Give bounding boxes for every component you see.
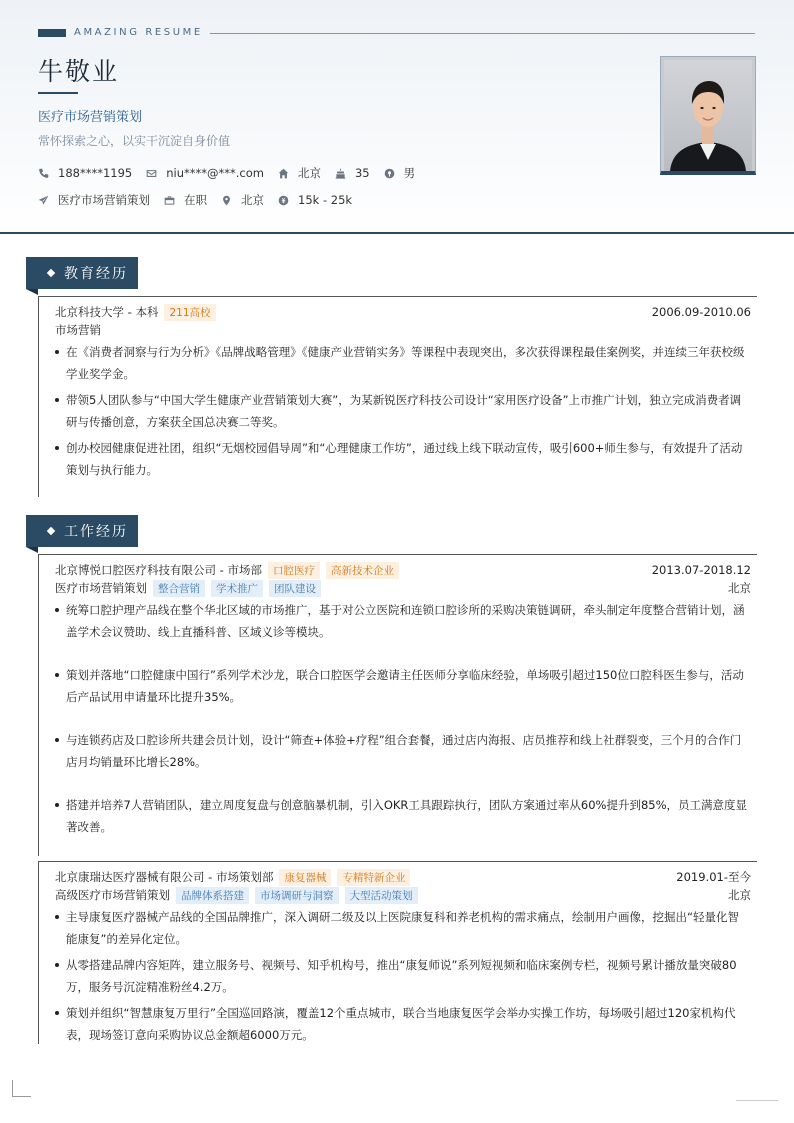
gender-icon	[384, 168, 395, 179]
resume-header	[0, 0, 794, 234]
skill-tag: 学术推广	[211, 580, 263, 597]
school-name: 北京科技大学 - 本科	[55, 305, 159, 319]
portrait-illustration	[664, 60, 752, 171]
work-entry-1	[38, 554, 757, 856]
section-heading-work: 工作经历	[26, 515, 138, 547]
list-item: 与连锁药店及口腔诊所共建会员计划，设计“筛查+体验+疗程”组合套餐，通过店内海报、店员推荐和线上社群裂变，三个月的合作门店月均销量环比增长28%。	[55, 729, 751, 773]
school-tag: 211高校	[164, 304, 215, 321]
company-tag: 康复器械	[279, 869, 331, 886]
contact-row	[38, 165, 429, 181]
header-divider	[210, 33, 755, 34]
skill-tag: 大型活动策划	[345, 887, 418, 904]
info-intent-city: 北京	[221, 192, 264, 208]
list-item: 策划并组织“智慧康复万里行”全国巡回路演，覆盖12个重点城市，联合当地康复医学会举办实操工作坊，每场吸引超过120家机构代表，现场签订意向采购协议总金额超6000万元。	[55, 1002, 751, 1046]
work-city: 北京	[728, 888, 751, 902]
salary-icon	[278, 195, 289, 206]
skill-tag: 市场调研与洞察	[255, 887, 339, 904]
work-date: 2013.07-2018.12	[651, 563, 751, 577]
info-age: 35	[335, 166, 370, 180]
list-item: 主导康复医疗器械产品线的全国品牌推广，深入调研二级及以上医院康复科和养老机构的需求痛点，绘制用户画像，挖掘出“轻量化智能康复”的差异化定位。	[55, 906, 751, 950]
page-corner-line	[736, 1100, 778, 1101]
skill-tag: 品牌体系搭建	[176, 887, 249, 904]
phone-icon	[38, 168, 49, 179]
profile-photo	[660, 56, 756, 175]
page-corner-mark	[12, 1080, 31, 1097]
position: 医疗市场营销策划	[55, 581, 147, 595]
list-item: 带领5人团队参与“中国大学生健康产业营销策划大赛”，为某新锐医疗科技公司设计“家用医疗设备”上市推广计划，独立完成消费者调研与传播创意，方案获全国总决赛二等奖。	[55, 389, 751, 433]
diamond-icon	[47, 269, 55, 277]
info-salary: 15k - 25k	[278, 193, 352, 207]
skill-tag: 整合营销	[153, 580, 205, 597]
list-item: 搭建并培养7人营销团队，建立周度复盘与创意脑暴机制，引入OKR工具跟踪执行，团队方案通过率从60%提升到85%，员工满意度显著改善。	[55, 794, 751, 838]
name-underline	[38, 92, 78, 94]
diamond-icon	[47, 527, 55, 535]
work-entry-2	[38, 861, 757, 1044]
job-title: 医疗市场营销策划	[38, 110, 143, 125]
info-email: niu****@***.com	[146, 166, 264, 180]
education-entry	[38, 296, 757, 497]
section-heading-education: 教育经历	[26, 257, 138, 289]
info-hometown: 北京	[278, 165, 321, 181]
company-name: 北京博悦口腔医疗科技有限公司 - 市场部	[55, 563, 262, 577]
work-city: 北京	[728, 581, 751, 595]
info-intent-position: 医疗市场营销策划	[38, 192, 150, 208]
list-item: 创办校园健康促进社团，组织“无烟校园倡导周”和“心理健康工作坊”，通过线上线下联动宣传，吸引600+师生参与，有效提升了活动策划与执行能力。	[55, 437, 751, 481]
company-tag: 口腔医疗	[268, 562, 320, 579]
header-accent-bar	[38, 29, 66, 37]
education-date: 2006.09-2010.06	[651, 305, 751, 319]
info-status: 在职	[164, 192, 207, 208]
skill-tag: 团队建设	[269, 580, 321, 597]
list-item: 从零搭建品牌内容矩阵，建立服务号、视频号、知乎机构号，推出“康复师说”系列短视频和临床案例专栏，视频号累计播放量突破80万，服务号沉淀精准粉丝4.2万。	[55, 954, 751, 998]
list-item: 统筹口腔护理产品线在整个华北区域的市场推广，基于对公立医院和连锁口腔诊所的采购决策链调研，牵头制定年度整合营销计划，涵盖学术会议赞助、线上直播科普、区域义诊等模块。	[55, 599, 751, 643]
home-icon	[278, 168, 289, 179]
job-intent-row	[38, 192, 366, 208]
motto: 常怀探索之心，以实干沉淀自身价值	[38, 134, 231, 148]
location-pin-icon	[221, 195, 232, 206]
briefcase-icon	[164, 195, 175, 206]
mail-icon	[146, 168, 157, 179]
info-gender: 男	[384, 165, 416, 181]
position: 高级医疗市场营销策划	[55, 888, 170, 902]
company-tag: 专精特新企业	[337, 869, 410, 886]
cake-icon	[335, 168, 346, 179]
candidate-name: 牛敬业	[38, 57, 120, 86]
header-tagline: AMAZING RESUME	[74, 27, 203, 38]
list-item: 策划并落地“口腔健康中国行”系列学术沙龙，联合口腔医学会邀请主任医师分享临床经验，单场吸引超过150位口腔科医生参与，活动后产品试用申请量环比提升35%。	[55, 664, 751, 708]
work-date: 2019.01-至今	[676, 870, 751, 884]
company-name: 北京康瑞达医疗器械有限公司 - 市场策划部	[55, 870, 274, 884]
list-item: 在《消费者洞察与行为分析》《品牌战略管理》《健康产业营销实务》等课程中表现突出，多次获得课程最佳案例奖，并连续三年获校级学业奖学金。	[55, 341, 751, 385]
send-icon	[38, 195, 49, 206]
info-phone: 188****1195	[38, 166, 132, 180]
major: 市场营销	[55, 323, 101, 337]
company-tag: 高新技术企业	[326, 562, 399, 579]
